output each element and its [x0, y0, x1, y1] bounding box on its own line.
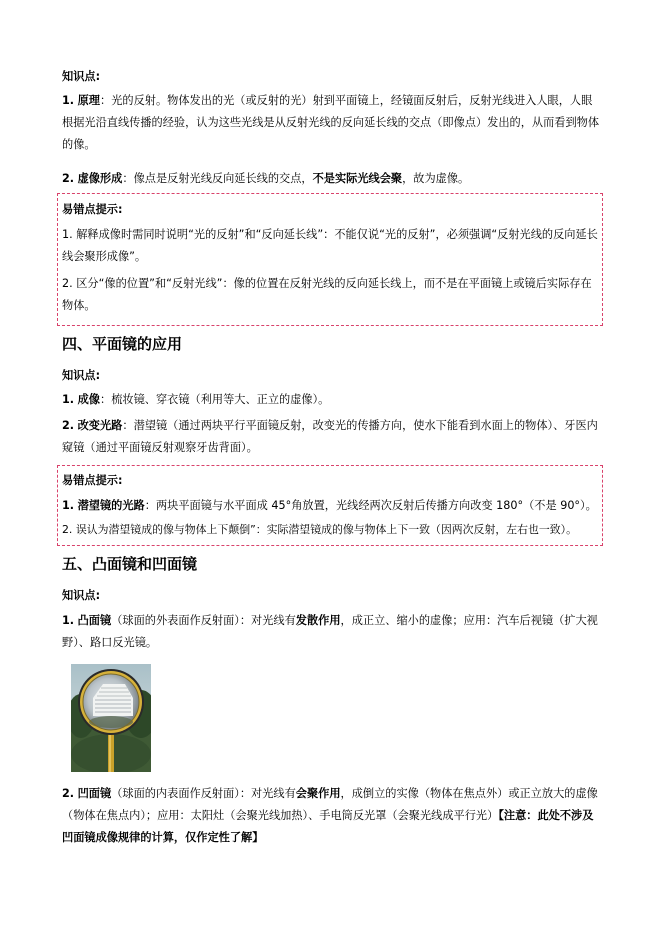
virtual-image-text-a: ：像点是反射光线反向延长线的交点，: [122, 172, 313, 185]
tip-title-1: 易错点提示:: [62, 203, 123, 216]
concave-text-b: ，成倒立的实像（物体在焦点外）或正立放大的虚像（物体在焦点内）；应用：太阳灶（会聚光线加热）、手电筒反光罩（会聚光线成平行光）: [62, 787, 598, 822]
term-periscope-path: 潜望镜的光路: [77, 499, 145, 512]
paragraph-concave-mirror: [62, 783, 602, 849]
item-number: 2.: [62, 419, 75, 432]
item-number: 2.: [62, 787, 75, 800]
concave-bold: 会聚作用: [295, 787, 341, 800]
imaging-text: ：梳妆镜、穿衣镜（利用等大、正立的虚像）。: [100, 393, 330, 406]
paragraph-convex-mirror: [62, 610, 602, 654]
convex-mirror-photo: [71, 664, 151, 772]
item-number: 1.: [62, 499, 75, 512]
periscope-path-text: ：两块平面镜与水平面成 45°角放置，光线经两次反射后传播方向改变 180°（不是 90°）。: [144, 499, 597, 512]
knowledge-label-4: 知识点:: [62, 369, 101, 382]
paragraph-virtual-image: [62, 168, 602, 190]
virtual-image-bold: 不是实际光线会聚: [312, 172, 403, 185]
paragraph-principle: [62, 90, 602, 156]
tip-title-2: 易错点提示:: [62, 474, 123, 487]
tip-1-item-1: 1. 解释成像时需同时说明“光的反射”和“反向延长线”：不能仅说“光的反射”，必须强调“反射光线的反向延长线会聚形成像”。: [62, 228, 598, 263]
knowledge-label-5: 知识点:: [62, 589, 101, 602]
term-imaging: 成像: [77, 393, 100, 406]
principle-text: ：光的反射。物体发出的光（或反射的光）射到平面镜上，经镜面反射后，反射光线进入人眼，人眼根据光沿直线传播的经验，认为这些光线是从反射光线的反向延长线的交点（即像点）发出的，从而看到物体的像。: [62, 94, 600, 151]
item-number: 1.: [62, 614, 75, 627]
item-number: 2.: [62, 172, 75, 185]
section-heading-5: 五、凸面镜和凹面镜: [62, 555, 198, 573]
concave-note: 【注意：此处不涉及凹面镜成像规律的计算，仅作定性了解】: [62, 809, 594, 844]
virtual-image-text-b: ，故为虚像。: [402, 172, 470, 185]
term-principle: 原理: [77, 94, 100, 107]
term-change-path: 改变光路: [77, 419, 123, 432]
term-virtual-image: 虚像形成: [77, 172, 123, 185]
tip-1-item-2: 2. 区分“像的位置”和“反射光线”：像的位置在反射光线的反向延长线上，而不是在平面镜上或镜后实际存在物体。: [62, 277, 592, 312]
term-convex-mirror: 凸面镜: [77, 614, 112, 627]
concave-text-a: （球面的内表面作反射面）：对光线有: [111, 787, 296, 800]
section-heading-4: 四、平面镜的应用: [62, 335, 183, 353]
convex-text-b: ，成正立、缩小的虚像；应用：汽车后视镜（扩大视野）、路口反光镜。: [62, 614, 598, 649]
term-concave-mirror: 凹面镜: [77, 787, 112, 800]
paragraph-change-path: [62, 415, 602, 459]
tip-2-item-2: 2. 误认为潜望镜成的像与物体上下颠倒”：实际潜望镜成的像与物体上下一致（因两次反射，左右也一致）。: [62, 523, 578, 536]
item-number: 1.: [62, 94, 75, 107]
change-path-text: ：潜望镜（通过两块平行平面镜反射，改变光的传播方向，使水下能看到水面上的物体）、牙医内窥镜（通过平面镜反射观察牙齿背面）。: [62, 419, 598, 454]
paragraph-imaging: [62, 389, 602, 411]
item-number: 1.: [62, 393, 75, 406]
convex-text-a: （球面的外表面作反射面）：对光线有: [111, 614, 296, 627]
knowledge-label-1: 知识点:: [62, 70, 101, 83]
tip-2-item-1: [62, 495, 602, 517]
convex-bold: 发散作用: [295, 614, 341, 627]
